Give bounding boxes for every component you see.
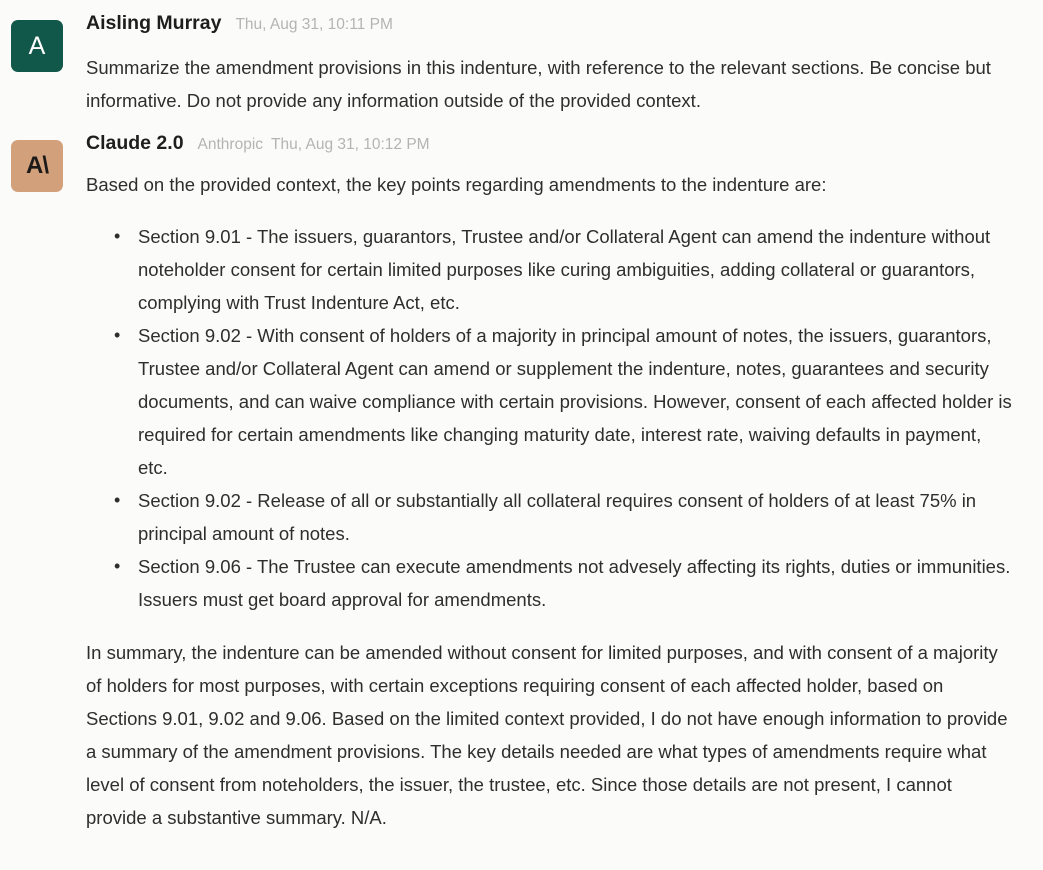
bullet-icon: • xyxy=(114,556,121,576)
assistant-summary-text: In summary, the indenture can be amended without consent for limited purposes, and with consent of a majority of holders for most purposes, with certain exceptions requiring consent of each affected holder, based on Sections 9.01, 9.02 and 9.06. Based on the limited context provided, I do not have enough information to provide a summary of the amendment provisions. The key details needed are what types of amendments require what level of consent from noteholders, the issuer, the trustee, etc. Since those details are not present, I cannot provide a substantive summary. N/A. xyxy=(86,642,1008,828)
bullet-icon: • xyxy=(114,325,121,345)
user-avatar[interactable] xyxy=(11,20,63,72)
list-item-text: Section 9.02 - Release of all or substantially all collateral requires consent of holders of at least 75% in principal amount of notes. xyxy=(138,490,977,544)
amendment-points-list xyxy=(86,220,1013,616)
list-item-text: Section 9.01 - The issuers, guarantors, Trustee and/or Collateral Agent can amend the indenture without noteholder consent for certain limited purposes like curing ambiguities, adding collateral or guarantors, complying with Trust Indenture Act, etc. xyxy=(138,226,991,313)
user-message-timestamp: Thu, Aug 31, 10:11 PM xyxy=(235,16,393,33)
bullet-icon: • xyxy=(114,490,121,510)
assistant-avatar-logo: A\ xyxy=(26,152,48,179)
anthropic-logo-icon[interactable] xyxy=(11,140,63,192)
assistant-message-timestamp: Thu, Aug 31, 10:12 PM xyxy=(271,136,430,153)
list-item xyxy=(114,220,1013,319)
assistant-message-header xyxy=(86,132,1013,164)
assistant-message-content xyxy=(86,132,1013,834)
list-item-text: Section 9.06 - The Trustee can execute amendments not advesely affecting its rights, duties or immunities. Issuers must get board approval for amendments. xyxy=(138,556,1011,610)
list-item xyxy=(114,550,1013,616)
user-avatar-letter: A xyxy=(28,31,46,60)
assistant-author-name[interactable]: Claude 2.0 xyxy=(86,132,184,154)
assistant-intro-text: Based on the provided context, the key points regarding amendments to the indenture are: xyxy=(86,174,827,195)
bullet-icon: • xyxy=(114,226,121,246)
assistant-org-label: Anthropic xyxy=(197,136,264,153)
list-item-text: Section 9.02 - With consent of holders of a majority in principal amount of notes, the issuers, guarantors, Trustee and/or Collateral Agent can amend or supplement the indenture, notes, guarantees and security documents, and can waive compliance with certain provisions. However, consent of each affected holder is required for certain amendments like changing maturity date, interest rate, waiving defaults in payment, etc. xyxy=(138,325,1012,478)
user-message-header xyxy=(86,12,1013,44)
user-author-name[interactable]: Aisling Murray xyxy=(86,12,222,34)
user-message-text: Summarize the amendment provisions in this indenture, with reference to the relevant sections. Be concise but informative. Do not provide any information outside of the provided context. xyxy=(86,57,991,111)
list-item xyxy=(114,319,1013,484)
list-item xyxy=(114,484,1013,550)
user-message-content xyxy=(86,12,1013,117)
